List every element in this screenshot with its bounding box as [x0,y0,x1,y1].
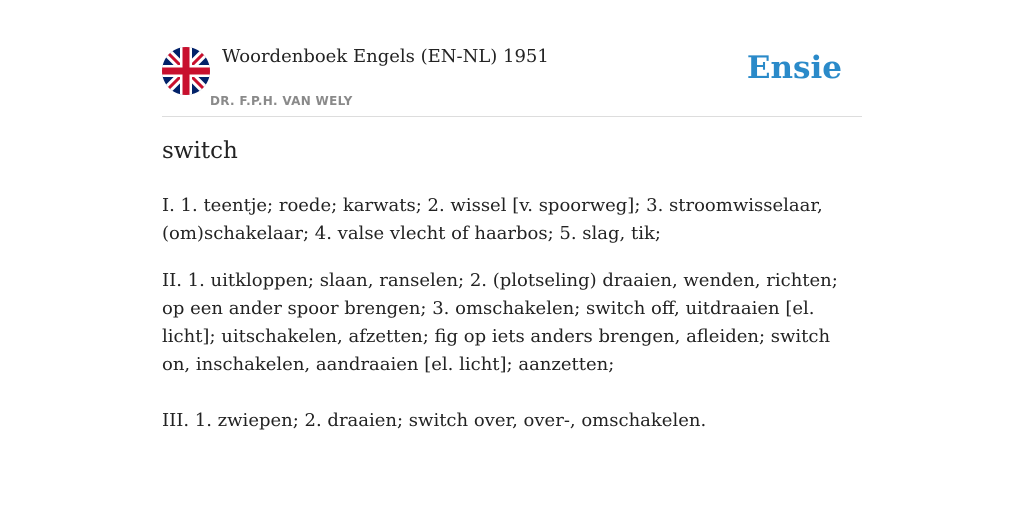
dictionary-author: DR. F.P.H. VAN WELY [210,94,353,108]
definition-section-1: I. 1. teentje; roede; karwats; 2. wissel [v. spoorweg]; 3. stroomwisselaar, (om)schakelaar; 4. valse vlecht of haarbos; 5. slag, tik; [162,195,823,244]
dictionary-title: Woordenboek Engels (EN-NL) 1951 [222,46,549,67]
entry-headword: switch [162,138,238,164]
uk-flag-icon [162,47,210,95]
definition-section-2: II. 1. uitkloppen; slaan, ranselen; 2. (plotseling) draaien, wenden, richten; op een ander spoor brengen; 3. omschakelen; switch off, uitdraaien [el. licht]; uitschakelen, afzetten; fig op iets anders brengen, afleiden; switch on, inschakelen, aandraaien [el. licht]; aanzetten; [162,270,838,375]
dictionary-header [162,46,862,117]
ensie-logo[interactable]: Ensie [746,50,842,86]
definition-section-3: III. 1. zwiepen; 2. draaien; switch over, over-, omschakelen. [162,410,707,431]
